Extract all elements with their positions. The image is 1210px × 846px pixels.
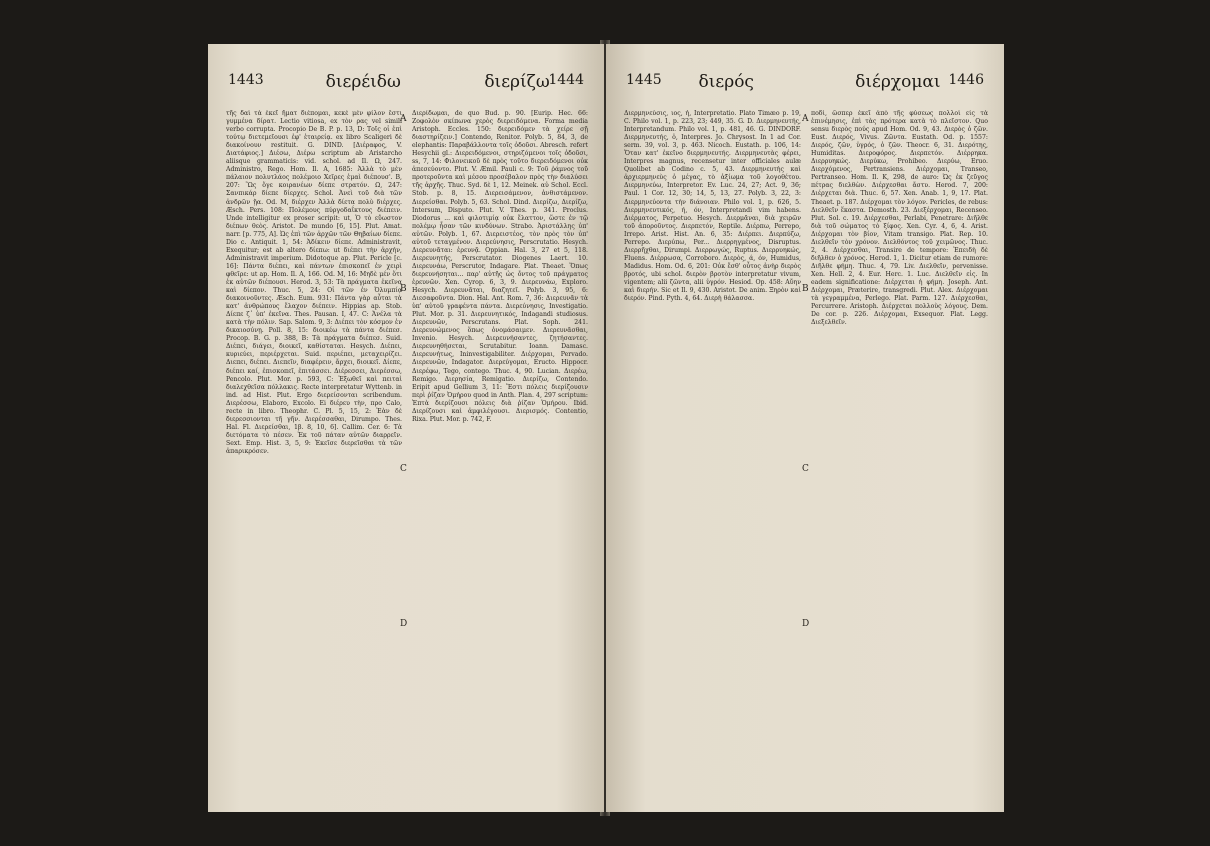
left-column-1 — [226, 110, 402, 794]
left-page-header — [228, 72, 584, 96]
page-number-left: 1443 — [228, 72, 264, 88]
running-headword-left: διερέιδω — [325, 72, 401, 92]
left-page — [208, 44, 604, 812]
margin-letter-c-right: C — [802, 464, 809, 474]
page-number-right-2: 1446 — [948, 72, 984, 88]
page-number-left-2: 1444 — [548, 72, 584, 88]
right-column-1 — [624, 110, 801, 794]
right-column-1-text: Διερμηνεύσις, ιος, ἡ, Interpretatio. Plato Timæo p. 19, C. Philo vol. 1, p. 223, 23; 449, 35. G. D. Διερμηνευτής, Interpretandum. Philo vol. 1, p. 481, 46. G. DINDORF. Διερμηνευτής, ὁ, Interpres. Jo. Chrysost. In 1 ad Cor. serm. 39, vol. 3, p. 463. Nicoch. Eustath. p. 106, 14: Ὅταν κατ' ἐκεῖνο διερμηνευτής. Διερμηνευτὰς φέρει, Interpres magnus, recensetur inter officiales aulæ Quolibet ab Codino c. 5, 43. Διερμηνευτὴς καὶ ἀρχιερμηνεὺς ὁ μέγας, τὸ ἀξίωμα τοῦ λογοθέτου. Διερμηνεύω, Interpretor. Ev. Luc. 24, 27; Act. 9, 36; Paul. 1 Cor. 12, 30; 14, 5, 13, 27. Polyb. 3, 22, 3: Διερμηνεύοντα τὴν διάνοιαν. Philo vol. 1, p. 626, 5. Διερμηνευτικός, ή, όν, Interpretandi vim habens. Διέρματος, Perpetuo. Hesych. Διερμᾶναι, διὰ χειρῶν τοῦ ἀποροῦντος. Διερπετόν, Reptile. Διέρπω, Perrepo, Irrepo. Arist. Hist. An. 6, 35: Διέρπει. Διερπύζω, Perrepo. Διερύπω, Per... Διερρηγμένος, Disruptus. Διερρῆχθαι, Dirumpi. Διερρωγώς, Ruptus. Διερρυηκώς, Fluens. Διέρρωσα, Corroboro. Διερὸς, ά, όν, Humidus, Madidus. Hom. Od. 6, 201: Οὐκ ἔσθ' οὗτος ἀνὴρ διερὸς βροτός, ubi schol. διερὸν βροτὸν interpretatur vivum, vigentem; alii ζῶντα, alii ὑγρόν. Hesiod. Op. 458: Αὔην καὶ διερήν. Sic et Il. 9, 430. Aristot. De anim. Ξηρὸν καὶ διερόν. Pind. Pyth. 4, 64. Διερὴ θάλασσα. — [624, 110, 801, 303]
margin-letter-a: A — [400, 114, 407, 124]
right-column-2 — [811, 110, 988, 794]
margin-letter-b-right: B — [802, 284, 809, 294]
right-page — [606, 44, 1004, 812]
right-page-header — [626, 72, 984, 96]
margin-letter-c: C — [400, 464, 407, 474]
margin-letter-d: D — [400, 619, 408, 629]
running-headword-right: διερός — [698, 72, 754, 92]
left-page-columns — [226, 110, 588, 794]
running-headword-left-2: διερίζω — [484, 72, 550, 92]
left-column-2 — [412, 110, 588, 794]
margin-letter-b: B — [400, 284, 407, 294]
running-headword-right-2: διέρχομαι — [855, 72, 941, 92]
left-column-2-text: Διερίδωμαι, de quo Bud. p. 90. [Eurip. Hec. 66: Ζοφολὸν σκίπωνα χερὸς διερειδόμενα. Forma media Aristoph. Eccles. 150: διερειδόμεν τὰ χείρε σῇ διαστηρίζειν.] Contendo, Renitor. Polyb. 5, 84, 3, de elephantis: Παραβάλλοντα τοῖς ὀδοῦσι. Abresch. refert Hesychii gl.: Διερειδόμενοι, στηριζόμενοι τοῖς ὀδοῦσι, ss, 7, 14: Φιλονεικοῦ δὲ πρὸς τοῦτο διερειδόμενοι οὐκ ἀπεσεύοντο. Plut. V. Æmil. Pauli c. 9: Τοῦ ῥάμνος τοῦ προτεροῦντα καὶ μέσου προσέβαλον πρὸς τὴν διαλύσει τῆς ἀρχῆς. Thuc. Syd. δὲ 1, 12. Meinek. αὐ Schol. Eccl. Stob. p. 8, 15. Διερεισάμενον, ἀνθιστάμενον. Διερείσθαι. Polyb. 5, 63. Schol. Dind. Διερίζω, Διερίζω, Intersum, Disputo. Plut. V. Thes. p. 341. Proclus. Diodorus ... καὶ φιλοτιμίᾳ οὐκ ἔλαττον, ὥστε ἐν τῷ πολέμῳ ἦσαν τῶν κινδύνων. Strabo. Ἀριστάλλης ὑπ' αὐτῶν. Polyb. 1, 67. Διερειστέος, τὸν πρὸς τὸν ὑπ' αὐτοῦ τεταγμένον. Διερεύνησις, Perscrutatio. Hesych. Διερευνᾶται: ἐρευνᾷ. Oppian. Hal. 3, 27 et 5, 118. Διερευνητής, Perscrutator. Diogenes Laert. 10. Διερευνάω, Perscrutor, Indagare. Plat. Theaet. Ὅπως διερευνήσηται... παρ' αὐτῆς ὡς ὄντος τοῦ πράγματος ἐρευνῶν. Xen. Cyrop. 6, 3, 9. Διερευνάω, Exploro. Hesych. Διερευνᾶται, διαζητεῖ. Polyb. 3, 95, 6: Διεσαφοῦντα. Dion. Hal. Ant. Rom. 7, 36: Διερευνᾶν τὰ ὑπ' αὐτοῦ γραφέντα πάντα. Διερεύνησις, Investigatio. Plut. Mor. p. 31. Διερευνητικός, Indagandi studiosus. Διερευνῶν, Perscrutans. Plat. Soph. 241. Διερευνώμενος ὅπως ὀνομάσαιμεν. Διερευνᾶσθαι, Invenio. Hesych. Διερευνήσαντες, ζητήσαντες. Διερευνηθήσεται, Scrutabitur. Ioann. Damasc. Διερευνήτως, Ininvestigabiliter. Διέρχομαι, Pervado. Διερευνῶν, Indagator. Διερεύγομαι, Eructo. Hippocr. Διερέφω, Tego, contego. Thuc. 4, 90. Lucian. Διερέω, Remigo. Διερησία, Remigatio. Διερίζω, Contendo. Eripit apud Gellium 3, 11: Ἔστι πόλεις διερίζουσιν περὶ ῥίζαν Ὁμήρου quod in Anth. Plan. 4, 297 scriptum: Ἑπτὰ διερίζουσι πόλεις διὰ ῥίζαν Ὁμήρου. Ibid. Διερίζουσι καὶ ἀμφιλέγουσι. Διερισμός. Contentio, Rixa. Plut. Mor. p. 742, F. — [412, 110, 588, 423]
page-number-right: 1445 — [626, 72, 662, 88]
margin-letter-a-right: A — [802, 114, 809, 124]
right-column-2-text: ποδὶ, ὥσπερ ἐκεῖ ἀπὸ τῆς φύσεως πολλοὶ εἰς τὰ ἐπινέμησις, ἐπὶ τὰς πρότερα κατὰ τὸ πλεῖστον. Quo sensu διερὸς πούς apud Hom. Od. 9, 43. Διερὸς ὁ ζῶν. Eust. Διερός, Vivus. Ζῶντα. Eustath. Od. p. 1557: Διερός, ζῶν, ὑγρός, ὁ ζῶν. Theocr. 6, 31. Διερότης, Humiditas. Διεροφόρος. Διερπετόν. Διέρρηκα. Διερρυηκώς. Διερύκω, Prohibeo. Διερύω, Eruo. Διερχόμενος, Pertransiens. Διέρχομαι, Transeo, Pertranseo. Hom. Il. Κ, 298, de auro: Ὡς ἐκ ζεῦγος πέτρας διελθὼν. Διέρχεσθαι ἄστυ. Herod. 7, 200: Διέρχεται διὰ. Thuc. 6, 57. Xen. Anab. 1, 9, 17. Plat. Theaet. p. 187. Διέρχομαι τὸν λόγον. Pericles, de rebus: Διελθεῖν ἕκαστα. Demosth. 23. Διεξέρχομαι, Recenseo. Plut. Sol. c. 19. Διέρχεσθαι, Perlabi, Penetrare: Διῆλθε διὰ τοῦ σώματος τὸ ξίφος. Xen. Cyr. 4, 6, 4. Arist. Διέρχομαι τὸν βίον, Vitam transigo. Plat. Rep. 10. Διελθεῖν τὸν χρόνον. Διελθόντος τοῦ χειμῶνος. Thuc. 2, 4. Διέρχεσθαι, Transire de tempore: Ἐπειδὴ δὲ διῆλθεν ὁ χρόνος. Herod. 1, 1. Dicitur etiam de rumore: Διῆλθε φήμη. Thuc. 4, 79. Liv. Διελθεῖν, pervenisse. Xen. Hell. 2, 4. Eur. Herc. 1. Luc. Διελθεῖν εἰς. In eadem significatione: Διέρχεται ἡ φήμη. Joseph. Ant. Διέρχομαι, Præterire, transgredi. Plut. Alex. Διέρχομαι τὰ γεγραμμένα, Perlego. Plat. Parm. 127. Διέρχεσθαι, Percurrere. Aristoph. Διέρχεται πολλοὺς λόγους. Dem. De cor. p. 226. Διέρχομαι, Exsequor. Plat. Legg. Διεξελθεῖν. — [811, 110, 988, 327]
right-page-columns — [624, 110, 988, 794]
left-column-1-text: τῆς δαὶ τὰ ἑκεῖ ἤματ διέπομαι, κεκὲ μὲν φίλον ἔστι γυμμένα δίρατ. Lectio vitiosa, ex τὸν ρας vel simili verbo corrupta. Procopio De B. P. p. 13, D: Τοῖς οἱ ἐπὶ τούτῳ διετεμεῖουσι ἐφ' ἑταιρείᾳ. ex libro Scaligeri δὲ διακοίνουν restituit. G. DIND. [Διέραφος, V. Διατάφιος.] Διέσω, Διέρω scriptum ab Aristarcho aliisque grammaticis: vid. schol. ad Il. Ω, 247. Administro, Rego. Hom. Il. Α, 1685: Ἀλλὰ τὸ μὲν πάλαιον πολυτλάος πολέμοιο Χεῖρες ἐμαὶ διέπουσ'. B, 207: Ὣς ὅγε κοιρανέων δίεπε στρατόν. Ω, 247: Σανπικάρ δίεπε δίερχες. Schol. Ἀνεὶ τοῦ διὰ τῶν ἀνδρῶν ᾔα. Od. Μ, διέρχεν Ἀλλὰ δίετα πολὺ διέρχες. Æsch. Pers. 108: Πολέμους πύργοδαΐκτους διέπειν. Unde intelligitur ex proser scripit: ut, Ὁ τὸ εὔωστον διέπων θεὸς. Aristot. De mundo [6, 15]. Plut. Amat. narr. [p. 775, A]. Ὡς ἐπὶ τῶν ἀρχῶν τῶν Θηβαίων δίεπε. Dio c. Antiquit. 1, 54: Ἀδίκειν δίεπε. Administravit, Exequitur; est ab altero δίεπω: ut διέπει τὴν ἀρχήν, Administravit imperium. Didotoque ap. Plut. Pericle [c. 16]: Πάντα διέπει, καὶ πάντων ἐπισκοπεῖ ἐν χειρὶ φθεῖρε: ut ap. Hom. Il. Α, 166. Od. Μ, 16: Μηδὲ μέν ὅτι ἐκ αὐτῶν διέπουσι. Herod. 3, 53: Τὰ πράγματα ἐκεῖνα καὶ δίεπον. Thuc. 5, 24: Οἱ τῶν ἐν Ὀλυμπίᾳ διακοινοῦντες. Æsch. Eum. 931: Πάντα γὰρ αὗται τὰ κατ' ἀνθρώπους ἔλαχον διέπειν. Hippias ap. Stob. Δίεπε ζ᾽ ὑπ' ἐκεῖνα. Thes. Pausan. I, 47. C: Ἀνέλα τὰ κατὰ τὴν πόλιν. Sap. Salom. 9, 3: Διέπει τὸν κόσμον ἐν δικαιοσύνῃ. Poll. 8, 15: διοικέω τὰ πάντα διέπεσ. Procop. B. G. p. 388, B: Τὰ πράγματα διέπεσ. Suid. Διέπει, διάγει, διοικεῖ, καθίσταται. Hesych. Διέπει, κυριεύει, περιέρχεται. Suid. περιέπει, μεταχειρίζει. Διεπει, διέπει. Διεπεῖν, διαφέρειν, ἄρχει, διοικεῖ. Δίεπε, διέπει καί, ἐπισκοπεῖ, ἐπιτάσσει. Διέρεσσει, Διερέσσω, Pencolo. Plut. Mor. p. 593, C: Ἐξωθεῖ καὶ πειταὶ διαλεχθεῖσα πόλλακις. Recte interpretatur Wyttenb. in ind. ad Hist. Plut. Ergo διερείσονται scribendum. Διερέσσω, Elaboro, Excolo. Ei διέρευ τὴν, προ Calo, recte in libro. Theophr. C. Pl. 5, 15, 2: Ἐὰν δὲ διερεσσιονται τῆ γῆν. Διερέσσαθαι, Dirumpo. Thes. Hal. Fl. Διερείσθαι, 1β. 8, 10, 6]. Callim. Cer. 6: Τὰ διετόματα τὸ πέσεν. Ἐκ τοῦ πάταν αὐτῶν διαρρεῖν. Sext. Emp. Hist. 3, 5, 9: Ἐκεῖσε διερεῖσθαι τὰ τῶν ἀπαρικρόσεν. — [226, 110, 402, 455]
margin-letter-d-right: D — [802, 619, 810, 629]
